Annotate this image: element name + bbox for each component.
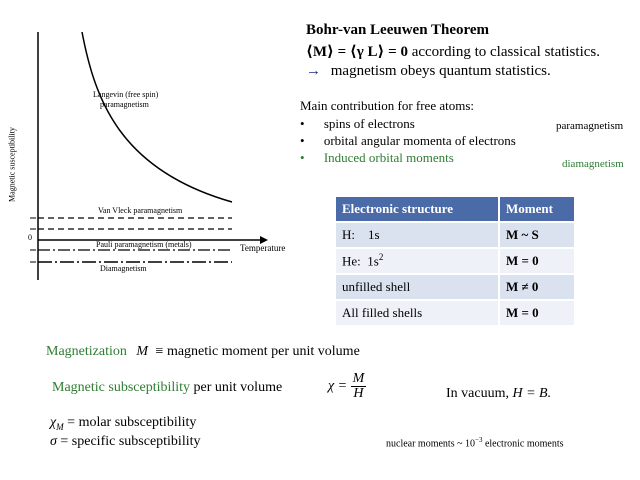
vacuum-equation: H = B. <box>512 386 552 401</box>
theorem-consequence-line <box>306 63 551 80</box>
nuclear-rest: electronic moments <box>482 438 564 450</box>
table-row <box>335 300 575 326</box>
molar-line <box>50 415 196 432</box>
theorem-equation: ⟨M⟩ = ⟨γ L⟩ = 0 <box>306 44 408 60</box>
contribution-text: spins of electrons <box>323 116 415 131</box>
table-cell: M = 0 <box>499 300 575 326</box>
molar-text: = molar subsceptibility <box>67 415 197 430</box>
magnetization-symbol: M <box>136 344 149 359</box>
cell-text: He: 1s <box>342 253 379 269</box>
fraction-denominator: H <box>353 386 364 401</box>
susceptibility-plot <box>0 0 300 300</box>
vanvleck-label: Van Vleck paramagnetism <box>98 206 183 215</box>
specific-symbol: σ <box>50 434 57 449</box>
fraction-numerator: M <box>352 371 365 386</box>
nuclear-text: nuclear moments ~ 10 <box>386 438 475 450</box>
molar-subscript: M <box>56 421 64 432</box>
vacuum-line <box>446 386 551 402</box>
pauli-label: Pauli paramagnetism (metals) <box>96 240 192 249</box>
molar-symbol: χ <box>50 415 57 430</box>
contribution-text: Induced orbital moments <box>323 150 454 165</box>
table-header-cell: Electronic structure <box>335 196 499 222</box>
magnetization-definition: ≡ magnetic moment per unit volume <box>155 344 360 359</box>
table-row <box>335 274 575 300</box>
bullet-icon: • <box>300 150 305 165</box>
susceptibility-formula <box>328 372 366 401</box>
plot-ylabel: Magnetic susceptibility <box>7 127 17 202</box>
superscript: 2 <box>378 252 384 263</box>
contribution-text: orbital angular momenta of electrons <box>323 133 516 148</box>
table-header-cell: Moment <box>499 196 575 222</box>
susceptibility-word: Magnetic subsceptibility <box>52 380 191 395</box>
table-cell <box>335 248 499 274</box>
theorem-consequence: magnetism obeys quantum statistics. <box>330 63 551 79</box>
plot-xlabel: Temperature <box>240 243 286 253</box>
table-cell: M ≠ 0 <box>499 274 575 300</box>
susceptibility-rest: per unit volume <box>193 380 283 395</box>
contribution-item-induced <box>300 150 454 166</box>
contribution-item-orbital <box>300 133 516 149</box>
langevin-curve <box>82 32 232 202</box>
bullet-icon: • <box>300 116 305 131</box>
chi-symbol: χ = <box>328 378 348 394</box>
table-cell: M = 0 <box>499 248 575 274</box>
table-cell: unfilled shell <box>335 274 499 300</box>
nuclear-exponent: −3 <box>475 436 483 444</box>
langevin-label-2: paramagnetism <box>100 100 149 109</box>
specific-line <box>50 434 201 450</box>
theorem-equation-rest: according to classical statistics. <box>411 44 600 60</box>
bullet-icon: • <box>300 133 305 148</box>
table-header-row <box>335 196 575 222</box>
nuclear-note <box>386 436 564 449</box>
table-row <box>335 222 575 248</box>
contribution-item-spins <box>300 116 415 132</box>
vacuum-text: In vacuum, <box>446 386 509 401</box>
theorem-equation-line <box>306 42 600 61</box>
electronic-structure-table <box>334 195 576 327</box>
arrow-icon: → <box>306 63 321 79</box>
theorem-title: Bohr-van Leeuwen Theorem <box>306 22 490 38</box>
magnetization-word: Magnetization <box>46 344 127 359</box>
susceptibility-line <box>52 380 282 396</box>
side-label-paramagnetism: paramagnetism <box>556 120 624 132</box>
magnetization-line <box>46 344 360 360</box>
plot-zero-label: 0 <box>28 233 32 242</box>
contributions-header: Main contribution for free atoms: <box>300 98 475 113</box>
table-row <box>335 248 575 274</box>
table-cell: M ~ S <box>499 222 575 248</box>
specific-text: = specific subsceptibility <box>60 434 201 449</box>
diamagnetism-label: Diamagnetism <box>100 264 147 273</box>
table-cell: H: 1s <box>335 222 499 248</box>
side-label-diamagnetism: diamagnetism <box>562 158 624 170</box>
langevin-label-1: Langevin (free spin) <box>93 90 159 99</box>
fraction <box>351 372 367 401</box>
table-cell: All filled shells <box>335 300 499 326</box>
